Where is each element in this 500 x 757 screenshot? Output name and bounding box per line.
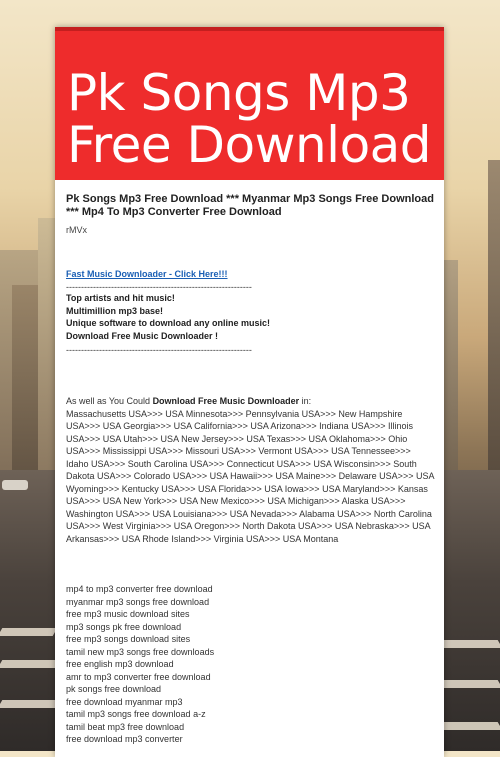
keyword-link[interactable]: free english mp3 download [66,659,174,669]
background-building [444,260,458,490]
feature-item: Top artists and hit music! [66,293,175,303]
title-banner [55,27,444,180]
divider: -------------------------------------------------------------- [66,345,252,355]
keyword-link[interactable]: free download myanmar mp3 [66,696,183,707]
flyer-content [55,180,444,746]
crosswalk-stripe [438,680,500,688]
keyword-link[interactable]: amr to mp3 converter free download [66,671,211,682]
crosswalk-stripe [438,722,500,730]
intro-prefix: As well as You Could [66,396,153,406]
keyword-link[interactable]: tamil mp3 songs free download a-z [66,709,206,719]
intro-paragraph [66,395,434,408]
crosswalk-stripe [0,700,60,708]
intro-suffix: in: [299,396,312,406]
feature-item: Download Free Music Downloader ! [66,330,219,341]
feature-item: Unique software to download any online music! [66,318,271,328]
states-list: Massachusetts USA>>> USA Minnesota>>> Pennsylvania USA>>> New Hampshire USA>>> USA Georgia>>> USA California>>> USA Arizona>>> Indiana USA>>> Illinois USA>>> USA Utah>>> USA New Jersey>>> USA Texas>>> USA Oklahoma>>> Ohio USA>>> Mississippi USA>>> Missouri USA>>> Vermont USA>>> USA Tennessee>>> Idaho USA>>> South Carolina USA>>> Connecticut USA>>> USA Wisconsin>>> South Dakota USA>>> Colorado USA>>> USA Hawaii>>> USA Maine>>> Delaware USA>>> USA Wyoming>>> Kentucky USA>>> USA Florida>>> USA Iowa>>> USA Maryland>>> Kansas USA>>> USA New York>>> USA New Mexico>>> USA Michigan>>> Alaska USA>>> Washington USA>>> USA Louisiana>>> USA Nevada>>> Alabama USA>>> North Carolina USA>>> West Virginia>>> USA Oregon>>> North Dakota USA>>> USA Nebraska>>> USA Arkansas>>> USA Rhode Island>>> Virginia USA>>> USA Montana [66,408,434,544]
background-building [488,160,500,490]
background-car [2,480,28,490]
download-link[interactable]: Fast Music Downloader - Click Here!!! [66,269,228,279]
crosswalk-stripe [0,660,62,668]
author-name: rMVx [66,225,87,235]
keyword-link[interactable]: mp3 songs pk free download [66,621,182,632]
keyword-link[interactable]: free mp3 songs download sites [66,634,191,644]
keyword-link[interactable]: tamil beat mp3 free download [66,721,185,732]
keyword-link[interactable]: free download mp3 converter [66,734,183,744]
keyword-link[interactable]: tamil new mp3 songs free downloads [66,646,215,657]
divider: -------------------------------------------------------------- [66,282,252,292]
background-building [38,218,56,498]
keyword-link[interactable]: free mp3 music download sites [66,609,190,619]
headline: Pk Songs Mp3 Free Download *** Myanmar Mp3 Songs Free Download *** Mp4 To Mp3 Converter Free Download [66,193,434,218]
feature-item: Multimillion mp3 base! [66,305,164,316]
flyer-card [55,27,444,757]
keyword-link[interactable]: pk songs free download [66,684,162,694]
keyword-list [66,583,434,746]
intro-bold: Download Free Music Downloader [152,396,300,406]
crosswalk-stripe [438,640,500,648]
crosswalk-stripe [0,628,57,636]
flyer-title: Pk Songs Mp3 Free Download [67,64,432,174]
keyword-link[interactable]: myanmar mp3 songs free download [66,596,210,607]
keyword-link[interactable]: mp4 to mp3 converter free download [66,584,213,594]
